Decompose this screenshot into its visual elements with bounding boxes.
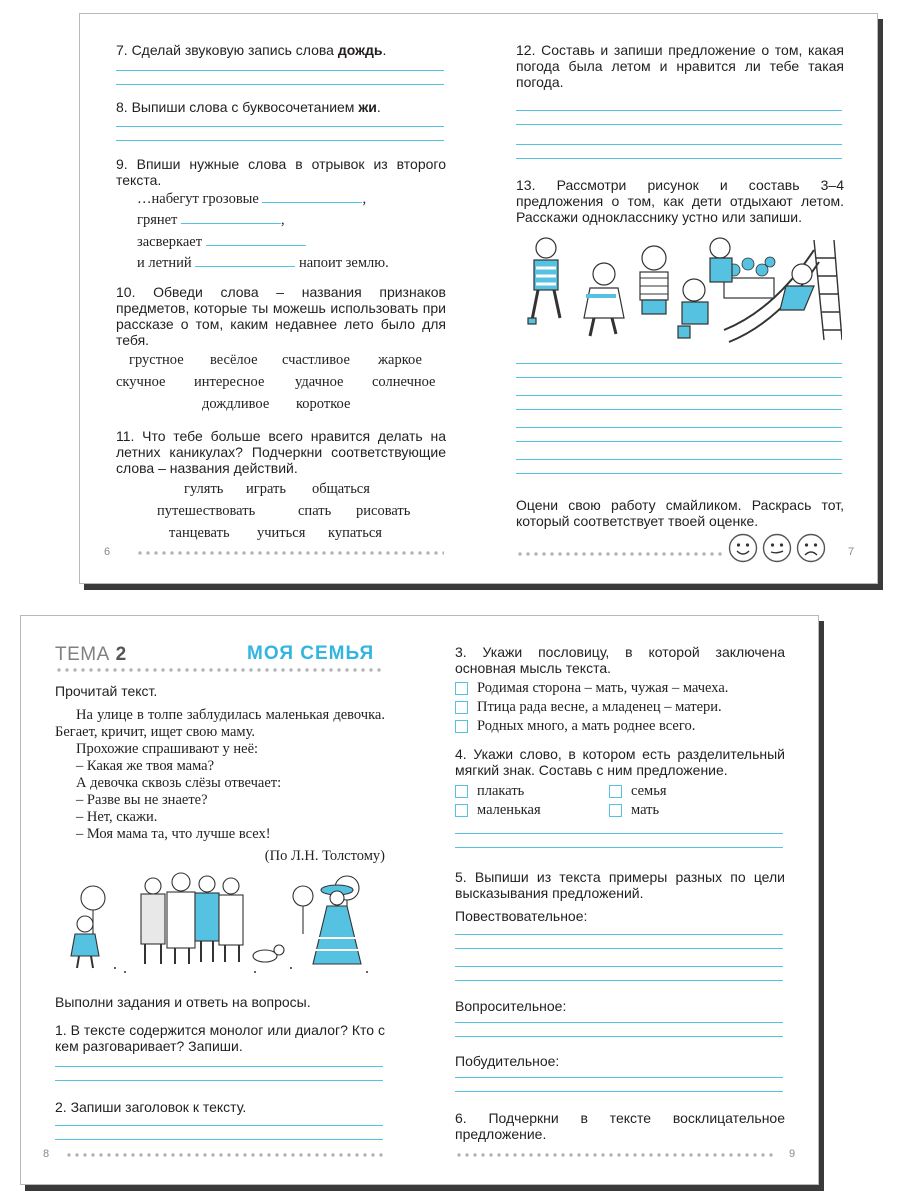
children-playing-illustration	[524, 230, 842, 350]
task-5-question: 5. Выпиши из текста примеры разных по цели высказывания предложений.	[455, 869, 785, 901]
workbook-spread-pages-8-9	[20, 615, 819, 1185]
checkbox[interactable]	[455, 682, 468, 695]
proverb-option: Родимая сторона – мать, чужая – мачеха.	[477, 680, 729, 696]
story-line: – Какая же твоя мама?	[76, 758, 215, 774]
answer-line[interactable]	[455, 948, 783, 949]
fill-in-blank[interactable]	[195, 254, 295, 267]
tasks-prompt: Выполни задания и ответь на вопросы.	[55, 994, 311, 1010]
page-9	[455, 616, 796, 1184]
word-option[interactable]: солнечное	[372, 374, 436, 390]
answer-line[interactable]	[516, 363, 842, 364]
fill-in-blank[interactable]	[181, 211, 281, 224]
page-number: 6	[104, 546, 111, 558]
answer-line[interactable]	[455, 980, 783, 981]
word-option[interactable]: учиться	[257, 525, 306, 541]
dotted-footer	[455, 1153, 773, 1157]
fill-in-blank[interactable]	[262, 190, 362, 203]
word-option: мать	[631, 802, 660, 818]
story-line: Прохожие спрашивают у неё:	[76, 741, 259, 757]
checkbox[interactable]	[455, 804, 468, 817]
task-7: 7. Сделай звуковую запись слова дождь.	[116, 42, 387, 58]
word-option[interactable]: играть	[246, 481, 286, 497]
word-option[interactable]: спать	[298, 503, 332, 519]
task-6-question: 6. Подчеркни в тексте восклицательное предложение.	[455, 1110, 785, 1142]
task-4-question: 4. Укажи слово, в котором есть разделительный мягкий знак. Составь с ним предложение.	[455, 746, 785, 778]
answer-line[interactable]	[55, 1066, 383, 1067]
topic-title: МОЯ СЕМЬЯ	[247, 643, 375, 664]
word-option[interactable]: удачное	[295, 374, 344, 390]
word-option[interactable]: счастливое	[282, 352, 350, 368]
declarative-label: Повествовательное:	[455, 908, 588, 924]
answer-line[interactable]	[455, 934, 783, 935]
imperative-label: Побудительное:	[455, 1053, 560, 1069]
word-option[interactable]: интересное	[194, 374, 265, 390]
word-option[interactable]: жаркое	[378, 352, 422, 368]
word-option[interactable]: гулять	[184, 481, 224, 497]
page-7	[516, 14, 855, 583]
topic-label: ТЕМА 2	[55, 644, 127, 665]
answer-line[interactable]	[516, 158, 842, 159]
word-option[interactable]: танцевать	[169, 525, 230, 541]
word-option[interactable]: дождливое	[202, 396, 270, 412]
word-option[interactable]: весёлое	[210, 352, 258, 368]
page-8	[43, 616, 385, 1184]
proverb-option: Родных много, а мать роднее всего.	[477, 718, 696, 734]
answer-line[interactable]	[55, 1139, 383, 1140]
answer-line[interactable]	[455, 833, 783, 834]
neutral-face-icon[interactable]	[762, 533, 792, 563]
word-option[interactable]: короткое	[296, 396, 351, 412]
story-source: (По Л.Н. Толстому)	[264, 848, 385, 864]
task-1-question: 1. В тексте содержится монолог или диалог? Кто с кем разговаривает? Запиши.	[55, 1022, 385, 1054]
task-9-line-3: засверкает	[137, 233, 306, 251]
sad-face-icon[interactable]	[796, 533, 826, 563]
answer-line[interactable]	[455, 1022, 783, 1023]
answer-line[interactable]	[455, 1077, 783, 1078]
task-9-line-4: и летний напоит землю.	[137, 255, 389, 271]
answer-line[interactable]	[516, 427, 842, 428]
answer-line[interactable]	[55, 1125, 383, 1126]
answer-line[interactable]	[516, 110, 842, 111]
dotted-footer	[136, 551, 444, 555]
checkbox[interactable]	[609, 804, 622, 817]
task-9-line-2: грянет ,	[137, 212, 285, 228]
answer-line[interactable]	[516, 459, 842, 460]
answer-line[interactable]	[516, 473, 842, 474]
task-2-question: 2. Запиши заголовок к тексту.	[55, 1099, 247, 1115]
task-3-question: 3. Укажи пословицу, в которой заключена основная мысль текста.	[455, 644, 785, 676]
answer-line[interactable]	[516, 441, 842, 442]
story-paragraph: На улице в толпе заблудилась маленькая девочка. Бегает, кричит, ищет свою маму.	[55, 707, 385, 740]
page-number: 7	[848, 546, 855, 558]
story-line: – Моя мама та, что лучше всех!	[76, 826, 271, 842]
verbs-row-1	[116, 481, 446, 501]
smiley-group	[728, 533, 826, 563]
answer-line[interactable]	[116, 70, 444, 71]
dotted-footer	[516, 552, 722, 556]
answer-line[interactable]	[516, 144, 842, 145]
verbs-row-2	[116, 503, 446, 523]
word-option[interactable]: рисовать	[356, 503, 411, 519]
task-13-question: 13. Рассмотри рисунок и составь 3–4 предложения о том, как дети отдыхают летом. Расскажи однокласснику устно или запиши.	[516, 177, 844, 225]
task-9-question: 9. Впиши нужные слова в отрывок из второго текста.	[116, 156, 446, 188]
word-option[interactable]: скучное	[116, 374, 166, 390]
task-11-question: 11. Что тебе больше всего нравится делать на летних каникулах? Подчеркни соответствующие слова – названия действий.	[116, 428, 446, 476]
task-12-question: 12. Составь и запиши предложение о том, какая погода была летом и нравится ли тебе такая погода.	[516, 42, 844, 90]
task-9-line-1: …набегут грозовые ,	[137, 191, 367, 207]
answer-line[interactable]	[516, 124, 842, 125]
answer-line[interactable]	[455, 1091, 783, 1092]
read-prompt: Прочитай текст.	[55, 683, 158, 699]
adjectives-row-1	[116, 352, 446, 372]
word-option[interactable]: грустное	[129, 352, 184, 368]
happy-face-icon[interactable]	[728, 533, 758, 563]
lost-girl-illustration	[55, 868, 385, 978]
answer-line[interactable]	[516, 409, 842, 410]
answer-line[interactable]	[55, 1080, 383, 1081]
dotted-footer	[65, 1153, 383, 1157]
fill-in-blank[interactable]	[206, 233, 306, 246]
self-assessment-text: Оцени свою работу смайликом. Раскрась тот, который соответствует твоей оценке.	[516, 497, 844, 529]
verbs-row-3	[116, 525, 446, 545]
answer-line[interactable]	[116, 126, 444, 127]
workbook-spread-pages-6-7	[79, 13, 878, 584]
proverb-option: Птица рада весне, а младенец – матери.	[477, 699, 722, 715]
answer-line[interactable]	[455, 847, 783, 848]
page-number: 8	[43, 1148, 50, 1160]
word-option: маленькая	[477, 802, 541, 818]
task-8: 8. Выпиши слова с буквосочетанием жи.	[116, 99, 381, 115]
word-option[interactable]: путешествовать	[157, 503, 256, 519]
story-line: – Нет, скажи.	[76, 809, 158, 825]
adjectives-row-2	[116, 374, 446, 394]
dotted-header-rule	[55, 668, 383, 672]
checkbox[interactable]	[455, 785, 468, 798]
story-line: А девочка сквозь слёзы отвечает:	[76, 775, 282, 791]
checkbox[interactable]	[455, 701, 468, 714]
checkbox[interactable]	[455, 720, 468, 733]
page-number: 9	[789, 1148, 796, 1160]
word-option: семья	[631, 783, 667, 799]
word-option: плакать	[477, 783, 525, 799]
word-option[interactable]: купаться	[328, 525, 382, 541]
answer-line[interactable]	[116, 140, 444, 141]
word-option[interactable]: общаться	[312, 481, 370, 497]
answer-line[interactable]	[516, 395, 842, 396]
answer-line[interactable]	[455, 966, 783, 967]
answer-line[interactable]	[516, 377, 842, 378]
answer-line[interactable]	[116, 84, 444, 85]
task-10-question: 10. Обведи слова – названия признаков предметов, которые ты можешь использовать при рассказе о том, каким недавнее лето было для тебя.	[116, 284, 446, 348]
answer-line[interactable]	[455, 1036, 783, 1037]
page-6	[104, 14, 446, 583]
story-line: – Разве вы не знаете?	[76, 792, 208, 808]
checkbox[interactable]	[609, 785, 622, 798]
interrogative-label: Вопросительное:	[455, 998, 567, 1014]
adjectives-row-3	[116, 396, 446, 416]
